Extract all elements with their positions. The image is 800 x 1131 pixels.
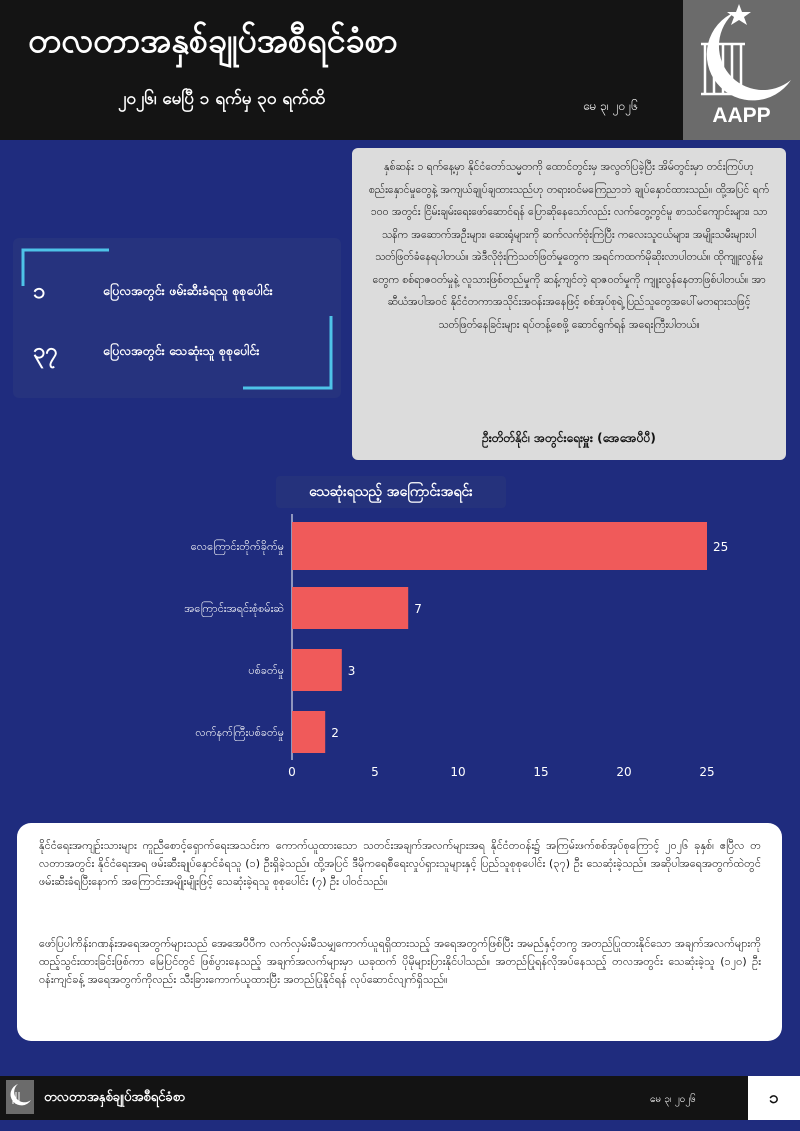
footer-date: မေ ၃၊ ၂၀၂၆ (650, 1094, 696, 1105)
x-tick-label-4: 20 (616, 765, 632, 779)
chart-title: သေဆုံးရသည့် အကြောင်းအရင်း (309, 484, 473, 500)
quote-box (352, 148, 786, 460)
value-label-3: 2 (331, 726, 339, 740)
footer-title: တလတာအနှစ်ချုပ်အစီရင်ခံစာ (44, 1090, 186, 1105)
value-label-0: 25 (713, 540, 729, 554)
footer-logo-icon (6, 1080, 34, 1114)
report-period: ၂၀၂၆၊ မေပြီ ၁ ရက်မှ ၃၀ ရက်ထိ (118, 89, 326, 109)
page-number: ၁ (748, 1076, 800, 1120)
stat-deaths (33, 336, 259, 369)
x-tick-label-5: 25 (699, 765, 715, 779)
stat-number: ၁ (33, 279, 46, 304)
report-date: မေ ၃၊ ၂၀၂၆ (583, 99, 638, 113)
category-label-3: လက်နက်ကြီးပစ်ခတ်မှု (195, 726, 284, 739)
logo-text: AAPP (712, 104, 771, 127)
footer (0, 1076, 800, 1120)
header (0, 0, 800, 140)
report-title: တလတာအနှစ်ချုပ်အစီရင်ခံစာ (28, 21, 398, 61)
death-cause-bar-chart (0, 510, 800, 790)
quote-text: နှစ်ဆန်း ၁ ရက်နေ့မှာ နိုင်ငံတော်သမ္မတကို ထောင်တွင်းမှ အလွတ်ပြခဲ့ပြီး အိမ်တွင်းမှာ တင်းကြပ်ဟု စည်းနှောင်မှုတွေနဲ့ အကျယ်ချုပ်ချထားသည်ဟု တရားဝင်မကြေညာဘဲ ချုပ်နှောင်ထားသည်။ ထို့အပြင် ရက် ၁၀၀ အတွင်း ငြိမ်းချမ်းရေးဖော်ဆောင်ရန် ပြောဆိုနေသော်လည်း လက်တွေ့တွင်မူ စာသင်ကျောင်းများ၊ သာသနိက အဆောက်အဦးများ၊ ဆေးရုံများကို ဆက်လက်ဗုံးကြဲပြီး ကလေးသူငယ်များ၊ အမျိုးသမီးများပါ သတ်ဖြတ်ခံနေရပါတယ်။ အဲဒီလိုဗုံးကြဲသတ်ဖြတ်မှုတွေက အရင်ကထက်မိုဆိုးလာပါတယ်။ ထိုကျူးလွန်မှုတွေက စစ်ရာဇဝတ်မှုနဲ့ လူသားဖြစ်တည်မှုကို ဆန့်ကျင်တဲ့ ရာဇဝတ်မှုကို ကျူးလွန်နေတာဖြစ်ပါတယ်။ အာဆီယံအပါအဝင် နိုင်ငံတကာအသိုင်းအဝန်းအနေဖြင့် စစ်အုပ်စုရဲ့ ပြည်သူတွေအပေါ်မတရားသဖြင့် သတ်ဖြတ်နေခြင်းများ ရပ်တန့်စေဖို့ ဆောင်ရွက်ရန် အရေးကြီးပါတယ်။ (368, 161, 770, 331)
stat-label: ပြေလအတွင်း ဖမ်းဆီးခံရသူ စုစုပေါင်း (103, 283, 273, 298)
bar-0 (292, 522, 707, 570)
value-label-1: 7 (414, 602, 422, 616)
x-tick-label-3: 15 (533, 765, 549, 779)
x-tick-label-2: 10 (450, 765, 466, 779)
chart-title-box (276, 476, 506, 508)
stat-arrests (33, 276, 273, 309)
category-label-2: ပစ်ခတ်မှု (248, 664, 284, 677)
value-label-2: 3 (347, 664, 356, 678)
stats-panel (13, 238, 341, 398)
category-label-0: လေကြောင်းတိုက်ခိုက်မှု (190, 540, 284, 553)
aapp-logo (683, 0, 800, 140)
summary-box (17, 823, 782, 1041)
stat-label: ပြေလအတွင်း သေဆုံးသူ စုစုပေါင်း (103, 343, 260, 358)
x-tick-label-1: 5 (371, 765, 379, 779)
bar-3 (292, 711, 325, 753)
category-label-1: အကြောင်းအရင်းစုံစမ်းဆဲ (184, 602, 284, 615)
summary-paragraph-2: ဖော်ပြပါကိန်းဂဏန်းအရေအတွက်များသည် အေအေပီပီက လက်လှမ်းမီသမျှကောက်ယူရရှိထားသည့် အရေအတွက်ဖြစ်ပြီး အမည်နှင့်တကွ အတည်ပြုထားနိုင်သော အချက်အလက်များကို ထည့်သွင်းထားခြင်းဖြစ်ကာ မြေပြင်တွင် ဖြစ်ပွားနေသည့် အချက်အလက်များမှာ ယခုထက် ပိုမိုများပြားနိုင်ပါသည်။ အတည်ပြုရန်လိုအပ်နေသည့် တလအတွင်း သေဆုံးခဲ့သူ (၁၂၀) ဦး ဝန်းကျင်ခန့် အရေအတွက်ကိုလည်း သီးခြားကောက်ယူထားပြီး အတည်ပြုနိုင်ရန် လုပ်ဆောင်လျက်ရှိသည်။ (39, 937, 761, 986)
quote-author: ဦးတိတ်နိုင်၊ အတွင်းရေးမှူး (အေအေပီပီ) (482, 431, 656, 445)
bar-1 (292, 587, 408, 629)
stat-number: ၃၇ (33, 339, 58, 364)
x-tick-label-0: 0 (288, 765, 296, 779)
summary-paragraph-1: နိုင်ငံရေးအကျဉ်းသားများ ကူညီစောင့်ရှောက်ရေးအသင်းက ကောက်ယူထားသော သတင်းအချက်အလက်များအရ နိုင်ငံတဝန်း၌ အကြမ်းဖက်စစ်အုပ်စုကြောင့် ၂၀၂၆ ခုနှစ်၊ ဧပြီလ တလတာအတွင်း နိုင်ငံရေးအရ ဖမ်းဆီးချုပ်နှောင်ခံရသူ (၁) ဦးရှိခဲ့သည်။ ထို့အပြင် ဒီမိုကရေစီရေးလှုပ်ရှားသူများနှင့် ပြည်သူစုစုပေါင်း (၃၇) ဦး သေဆုံးခဲ့သည်။ အဆိုပါအရေအတွက်ထဲတွင် ဖမ်းဆီးခံရပြီးနောက် အကြောင်းအမျိုးမျိုးဖြင့် သေဆုံးခဲ့ရသူ စုစုပေါင်း (၇) ဦး ပါဝင်သည်။ (39, 839, 761, 888)
bar-2 (292, 649, 342, 691)
